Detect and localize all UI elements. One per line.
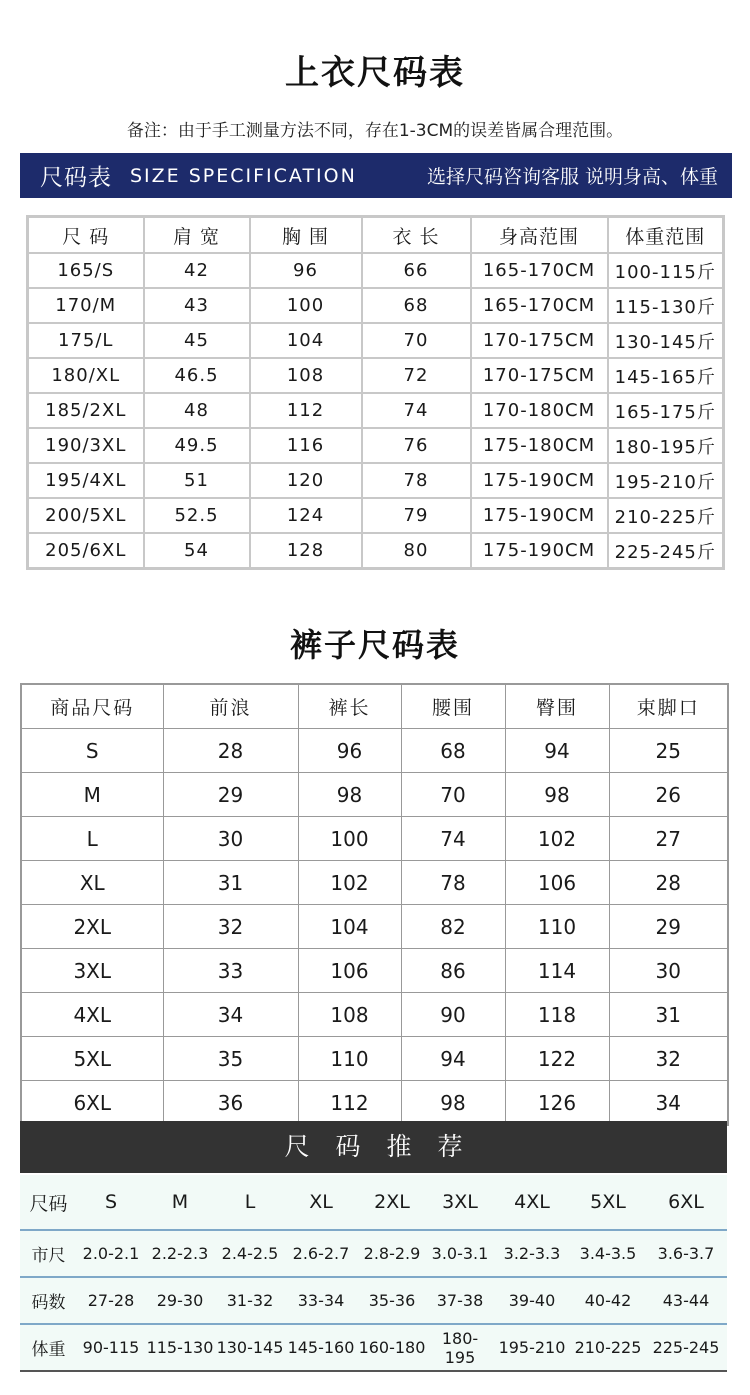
table-row <box>21 773 728 817</box>
table-cell: 180-195 <box>441 1328 479 1367</box>
table-cell: 104 <box>298 905 401 949</box>
table-cell: 78 <box>401 861 505 905</box>
table-cell: 79 <box>362 498 471 533</box>
table-cell: 82 <box>401 905 505 949</box>
table-cell: 115-130 <box>146 1338 214 1357</box>
table-row <box>28 358 724 393</box>
table-row <box>21 861 728 905</box>
table-cell: 225-245斤 <box>608 533 724 569</box>
table-cell: 40-42 <box>571 1277 645 1324</box>
table-cell: 70 <box>401 773 505 817</box>
row-label-cell: 体重 <box>31 1340 66 1360</box>
pants-size-table <box>20 683 729 1126</box>
table-cell: 42 <box>144 253 250 288</box>
table-cell: 32 <box>609 1037 728 1081</box>
table-row <box>28 533 724 569</box>
row-label-cell: 3XL <box>21 949 163 993</box>
table-cell: XL <box>285 1175 357 1230</box>
table-cell: S <box>77 1175 145 1230</box>
table-cell: 5XL <box>571 1175 645 1230</box>
table-cell: 180-195斤 <box>608 428 724 463</box>
column-header: 臀围 <box>505 684 609 729</box>
table-cell: 54 <box>144 533 250 569</box>
table-cell: 165-175斤 <box>608 393 724 428</box>
column-header: 前浪 <box>163 684 298 729</box>
row-label-cell: 6XL <box>21 1081 163 1126</box>
table-cell: 175-180CM <box>471 428 608 463</box>
table-cell: 175-190CM <box>471 498 608 533</box>
table-cell: 4XL <box>493 1175 571 1230</box>
top-size-table <box>26 215 725 570</box>
table-cell: 32 <box>163 905 298 949</box>
table-cell: 104 <box>250 323 362 358</box>
table-cell: 210-225斤 <box>608 498 724 533</box>
column-header: 裤长 <box>298 684 401 729</box>
table-cell: 195-210斤 <box>608 463 724 498</box>
table-cell: 51 <box>144 463 250 498</box>
table-cell: 29-30 <box>145 1277 215 1324</box>
table-cell: 175-190CM <box>471 533 608 569</box>
row-label-cell: 165/S <box>28 253 144 288</box>
table-cell: 170-175CM <box>471 358 608 393</box>
table-cell: 33-34 <box>285 1277 357 1324</box>
table-cell: 2.4-2.5 <box>215 1230 285 1277</box>
row-label-cell: 市尺 <box>20 1230 77 1277</box>
table-cell: 2XL <box>357 1175 427 1230</box>
table-cell: 29 <box>609 905 728 949</box>
table-cell: 43 <box>144 288 250 323</box>
table-cell: 3.0-3.1 <box>427 1230 493 1277</box>
row-label-cell: 205/6XL <box>28 533 144 569</box>
size-recommendation-table <box>20 1175 727 1372</box>
table-cell: 90 <box>401 993 505 1037</box>
table-cell: 45 <box>144 323 250 358</box>
table-row <box>20 1324 727 1371</box>
row-label-cell: 190/3XL <box>28 428 144 463</box>
table-cell: 116 <box>250 428 362 463</box>
table-cell: 80 <box>362 533 471 569</box>
table-cell: 112 <box>298 1081 401 1126</box>
banner-label-en: SIZE SPECIFICATION <box>130 164 357 187</box>
table-cell: 94 <box>505 729 609 773</box>
row-label-cell: 200/5XL <box>28 498 144 533</box>
table-cell: 98 <box>401 1081 505 1126</box>
row-label-cell: S <box>21 729 163 773</box>
table-cell: 165-170CM <box>471 253 608 288</box>
table-cell: 94 <box>401 1037 505 1081</box>
table-row <box>28 428 724 463</box>
table-cell: 33 <box>163 949 298 993</box>
table-cell: 106 <box>298 949 401 993</box>
row-label-cell: 尺码 <box>20 1175 77 1230</box>
table-cell: 86 <box>401 949 505 993</box>
table-cell: 170-180CM <box>471 393 608 428</box>
row-label-cell: L <box>21 817 163 861</box>
row-label-cell: 180/XL <box>28 358 144 393</box>
table-cell: 3.6-3.7 <box>645 1230 727 1277</box>
table-cell: 120 <box>250 463 362 498</box>
banner-label-cn: 尺码表 <box>40 165 112 191</box>
table-row <box>20 1175 727 1230</box>
table-cell: 3.2-3.3 <box>493 1230 571 1277</box>
table-cell: 126 <box>505 1081 609 1126</box>
table-cell: 74 <box>401 817 505 861</box>
table-cell: 3XL <box>427 1175 493 1230</box>
table-cell: 72 <box>362 358 471 393</box>
column-header: 尺 码 <box>28 217 144 254</box>
column-header: 胸 围 <box>250 217 362 254</box>
table-cell: 145-160 <box>287 1338 355 1357</box>
table-cell: 2.0-2.1 <box>77 1230 145 1277</box>
table-cell: 2.6-2.7 <box>285 1230 357 1277</box>
table-cell: 2.2-2.3 <box>145 1230 215 1277</box>
table-row <box>21 817 728 861</box>
table-cell: 106 <box>505 861 609 905</box>
column-header: 衣 长 <box>362 217 471 254</box>
table-cell: 90-115 <box>82 1338 140 1357</box>
table-cell: 210-225 <box>574 1338 642 1357</box>
table-cell: 39-40 <box>493 1277 571 1324</box>
table-row <box>28 463 724 498</box>
table-cell: 31-32 <box>215 1277 285 1324</box>
table-row <box>28 323 724 358</box>
row-label-cell: 175/L <box>28 323 144 358</box>
table-cell: 102 <box>298 861 401 905</box>
row-label-cell: 170/M <box>28 288 144 323</box>
banner-hint: 选择尺码咨询客服 说明身高、体重 <box>426 166 718 188</box>
table-cell: 110 <box>298 1037 401 1081</box>
table-cell: 195-210 <box>498 1338 566 1357</box>
table-cell: 25 <box>609 729 728 773</box>
table-cell: 225-245 <box>652 1338 720 1357</box>
table-cell: 34 <box>609 1081 728 1126</box>
pants-size-chart-title: 裤子尺码表 <box>289 626 460 664</box>
table-cell: 27-28 <box>77 1277 145 1324</box>
table-row <box>28 498 724 533</box>
table-cell: 31 <box>609 993 728 1037</box>
size-recommendation-header: 尺码推荐 <box>20 1121 727 1173</box>
column-header: 商品尺码 <box>21 684 163 729</box>
table-header-row <box>21 684 728 729</box>
table-cell: 108 <box>298 993 401 1037</box>
table-row <box>21 729 728 773</box>
table-row <box>28 393 724 428</box>
size-specification-banner <box>20 153 732 198</box>
table-row <box>28 253 724 288</box>
table-cell: 130-145 <box>216 1338 284 1357</box>
table-row <box>28 288 724 323</box>
table-cell: 6XL <box>645 1175 727 1230</box>
table-cell: 100 <box>250 288 362 323</box>
table-cell: 118 <box>505 993 609 1037</box>
table-cell: 98 <box>298 773 401 817</box>
table-cell: 28 <box>163 729 298 773</box>
table-cell: 2.8-2.9 <box>357 1230 427 1277</box>
table-cell: 160-180 <box>358 1338 426 1357</box>
table-row <box>21 1037 728 1081</box>
column-header: 肩 宽 <box>144 217 250 254</box>
table-cell: 145-165斤 <box>608 358 724 393</box>
table-cell: 78 <box>362 463 471 498</box>
table-cell: 49.5 <box>144 428 250 463</box>
table-cell: 165-170CM <box>471 288 608 323</box>
column-header: 体重范围 <box>608 217 724 254</box>
column-header: 束脚口 <box>609 684 728 729</box>
table-cell: 170-175CM <box>471 323 608 358</box>
table-cell: 30 <box>609 949 728 993</box>
top-size-chart-title: 上衣尺码表 <box>285 53 465 93</box>
table-cell: M <box>145 1175 215 1230</box>
table-cell: 102 <box>505 817 609 861</box>
table-cell: 26 <box>609 773 728 817</box>
table-row <box>21 1081 728 1126</box>
table-cell: 36 <box>163 1081 298 1126</box>
table-cell: 110 <box>505 905 609 949</box>
table-cell: 52.5 <box>144 498 250 533</box>
table-cell: 100-115斤 <box>608 253 724 288</box>
table-cell: 68 <box>362 288 471 323</box>
table-cell: 130-145斤 <box>608 323 724 358</box>
table-cell: 98 <box>505 773 609 817</box>
table-cell: L <box>215 1175 285 1230</box>
table-row <box>21 949 728 993</box>
table-cell: 48 <box>144 393 250 428</box>
table-cell: 96 <box>250 253 362 288</box>
row-label-cell: XL <box>21 861 163 905</box>
table-cell: 112 <box>250 393 362 428</box>
table-row <box>21 993 728 1037</box>
table-cell: 108 <box>250 358 362 393</box>
table-cell: 31 <box>163 861 298 905</box>
row-label-cell: 195/4XL <box>28 463 144 498</box>
table-cell: 122 <box>505 1037 609 1081</box>
table-cell: 96 <box>298 729 401 773</box>
measurement-note: 备注：由于手工测量方法不同，存在1-3CM的误差皆属合理范围。 <box>126 121 624 141</box>
row-label-cell: 码数 <box>20 1277 77 1324</box>
table-row <box>20 1277 727 1324</box>
table-cell: 27 <box>609 817 728 861</box>
table-cell: 128 <box>250 533 362 569</box>
table-cell: 100 <box>298 817 401 861</box>
table-cell: 76 <box>362 428 471 463</box>
column-header: 身高范围 <box>471 217 608 254</box>
column-header: 腰围 <box>401 684 505 729</box>
table-header-row <box>28 217 724 254</box>
row-label-cell: 4XL <box>21 993 163 1037</box>
table-cell: 115-130斤 <box>608 288 724 323</box>
table-cell: 37-38 <box>427 1277 493 1324</box>
table-cell: 124 <box>250 498 362 533</box>
table-cell: 175-190CM <box>471 463 608 498</box>
table-row <box>20 1230 727 1277</box>
table-cell: 70 <box>362 323 471 358</box>
row-label-cell: 185/2XL <box>28 393 144 428</box>
table-cell: 74 <box>362 393 471 428</box>
table-cell: 46.5 <box>144 358 250 393</box>
table-cell: 30 <box>163 817 298 861</box>
table-cell: 43-44 <box>645 1277 727 1324</box>
table-cell: 68 <box>401 729 505 773</box>
row-label-cell: 2XL <box>21 905 163 949</box>
table-cell: 114 <box>505 949 609 993</box>
row-label-cell: 5XL <box>21 1037 163 1081</box>
table-cell: 35-36 <box>357 1277 427 1324</box>
table-cell: 3.4-3.5 <box>571 1230 645 1277</box>
table-cell: 34 <box>163 993 298 1037</box>
row-label-cell: M <box>21 773 163 817</box>
table-cell: 29 <box>163 773 298 817</box>
table-cell: 35 <box>163 1037 298 1081</box>
table-cell: 28 <box>609 861 728 905</box>
table-cell: 66 <box>362 253 471 288</box>
table-row <box>21 905 728 949</box>
